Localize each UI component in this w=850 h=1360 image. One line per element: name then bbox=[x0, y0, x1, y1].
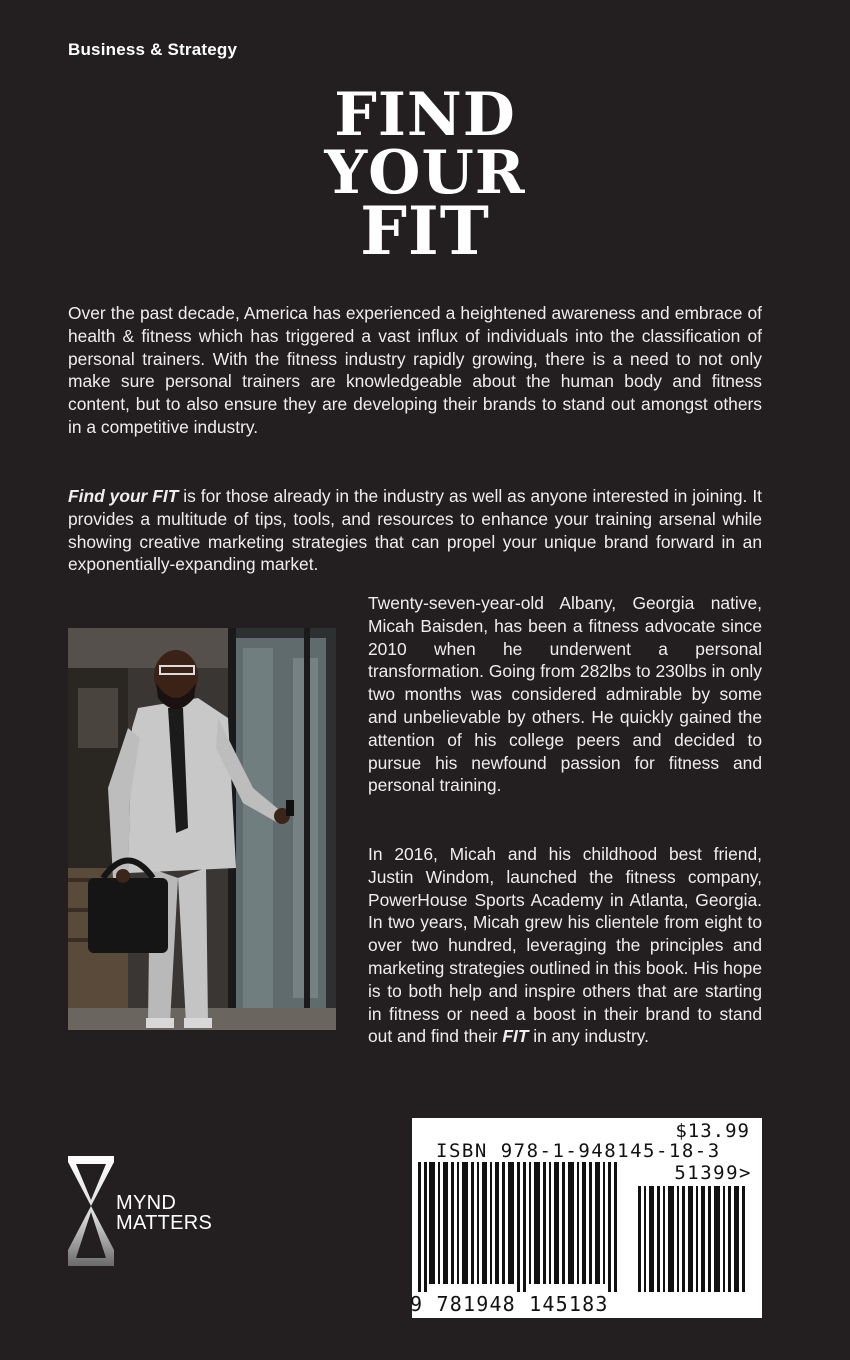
book-title bbox=[0, 80, 850, 270]
book-name-inline: Find your FIT bbox=[68, 486, 179, 506]
publisher-name-line-2: MATTERS bbox=[116, 1212, 213, 1234]
author-photo-illustration bbox=[68, 628, 336, 1030]
bio-paragraph-2-end: in any industry. bbox=[528, 1026, 649, 1047]
isbn-label: ISBN 978-1-948145-18-3 bbox=[436, 1140, 721, 1162]
publisher-name-line-1: MYND bbox=[116, 1192, 177, 1214]
author-bio-paragraph-1: Twenty-seven-year-old Albany, Georgia native, Micah Baisden, has been a fitness advocate since 2010 when he underwent a personal transformation. Going from 282lbs to 230lbs in only two months was considered admirable by some and unbelievable by others. He quickly gained the attention of his college peers and decided to pursue his newfound passion for fitness and personal training. bbox=[368, 593, 762, 796]
ean-barcode-bars bbox=[418, 1162, 628, 1292]
author-bio-paragraph-2 bbox=[368, 843, 762, 1048]
blurb-paragraph-2 bbox=[68, 485, 762, 576]
fit-word-inline: FIT bbox=[502, 1026, 529, 1047]
price-addon-code: 51399> bbox=[674, 1162, 752, 1184]
title-line-2: YOUR bbox=[324, 138, 526, 208]
author-photo bbox=[68, 628, 336, 1030]
bio-paragraph-2-start: In 2016, Micah and his childhood best friend, Justin Windom, launched the fitness company, PowerHouse Sports Academy in Atlanta, Georgia. In two years, Micah grew his clientele from eight to over two hundred, leveraging the principles and marketing strategies outlined in this book. His hope is to both help and inspire others that are starting in fitness or need a boost in their brand to stand out and find their bbox=[368, 844, 762, 1047]
publisher-name bbox=[116, 1193, 212, 1233]
title-line-3: FIT bbox=[360, 192, 490, 270]
title-line-1: FIND bbox=[334, 80, 516, 150]
addon-barcode-bars bbox=[638, 1186, 750, 1292]
price-label: $13.99 bbox=[675, 1120, 750, 1142]
category-label: Business & Strategy bbox=[68, 40, 238, 59]
ean-digits: 9 781948 145183 bbox=[410, 1292, 609, 1316]
blurb-paragraph-1: Over the past decade, America has experienced a heightened awareness and embrace of health & fitness which has triggered a vast influx of individuals into the classification of personal trainers. With the fitness industry rapidly growing, there is a need to not only make sure personal trainers are knowledgeable about the human body and fitness content, but to also ensure they are developing their brands to stand out amongst others in a competitive industry. bbox=[68, 303, 762, 437]
isbn-barcode bbox=[412, 1118, 762, 1318]
blurb-paragraph-2-text: is for those already in the industry as well as anyone interested in joining. It provides a multitude of tips, tools, and resources to enhance your training arsenal while showing creative marketing strategies that can propel your unique brand forward in an exponentially-expanding market. bbox=[68, 486, 762, 575]
